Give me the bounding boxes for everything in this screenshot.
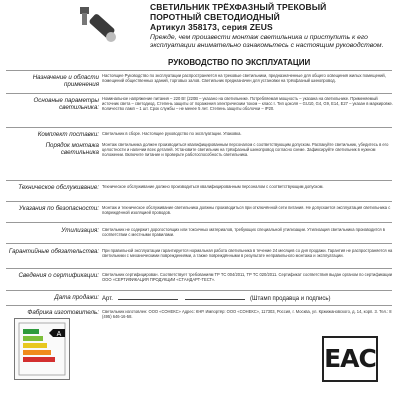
manual-heading: РУКОВОДСТВО ПО ЭКСПЛУАТАЦИИ xyxy=(168,58,311,67)
section-text-purpose: Настоящее Руководство по эксплуатации распространяется на трековые светильники, предназначенные для общего освещения жилых помещений, помещений общественных зданий, торговых залов. Светильник предназначен для установки на трёхфазный шинопровод. xyxy=(102,73,386,83)
section-label-parameters: Основные параметры светильника: xyxy=(33,97,99,112)
manufacturer-label: Фабрика изготовитель: xyxy=(27,309,99,316)
title-line-3: Артикул 358173, серия ZEUS xyxy=(150,22,273,32)
section-text-warranty: При правильной эксплуатации гарантируется нормальная работа светильника в течение 24 месяцев со дня продажи. Гарантия не распространяется на светильники с механическими повреждениями, а также повреждёнными в результате неправильного монтажа и эксплуатации. xyxy=(102,248,393,258)
article-blank-line xyxy=(118,294,178,300)
section-text-installation: Монтаж светильника должен производиться квалифицированным персоналом с соответствующим допуском. Распакуйте светильник, убедитесь в его целостности и наличии всех деталей. Установите светильник на трёхфазный шинопровод согласно схеме. Зафиксируйте светильник в нужном положении. Включите питание и проверьте работоспособность светильника. xyxy=(102,142,389,157)
section-label-disposal: Утилизация: xyxy=(61,227,99,234)
section-text-package: Светильник в сборе. Настоящее руководство по эксплуатации. Упаковка. xyxy=(102,131,242,136)
divider xyxy=(6,290,392,291)
document-title xyxy=(150,2,395,32)
section-label-purpose: Назначение и области применения xyxy=(32,74,99,89)
section-text-safety: Монтаж и техническое обслуживание светильника должны производиться при отключённой сети питания. Не допускается эксплуатация светильника с повреждённой изоляцией проводов. xyxy=(102,205,391,215)
section-label-installation: Порядок монтажа светильника xyxy=(45,142,99,157)
signature-block xyxy=(102,294,392,302)
intro-note: Прежде, чем произвести монтаж светильника и приступить к его эксплуатации внимательно ознакомьтесь с настоящим руководством. xyxy=(150,34,384,50)
section-text-certification: Светильник сертифицирован. Соответствует требованиям ТР ТС 004/2011, ТР ТС 020/2011. Сертификат соответствия выдан органом по сертификации ООО «СЕРТИФИКАЦИЯ ПРОДУКЦИИ «СТАНДАРТ-ТЕСТ». xyxy=(102,272,393,282)
sale-date-label: Дата продажи: xyxy=(54,294,99,301)
divider xyxy=(6,127,392,128)
article-label: Арт. xyxy=(102,296,113,302)
title-line-1: СВЕТИЛЬНИК ТРЁХФАЗНЫЙ ТРЕКОВЫЙ xyxy=(150,2,327,12)
divider xyxy=(6,222,392,223)
divider xyxy=(6,180,392,181)
section-label-warranty: Гарантийные обязательства: xyxy=(8,248,99,255)
section-text-maintenance: Техническое обслуживание должно производиться квалифицированным персоналом с соответствующим допуском. xyxy=(102,184,324,189)
section-label-safety: Указания по безопасности: xyxy=(18,205,99,212)
divider xyxy=(6,243,392,244)
divider xyxy=(6,305,392,306)
signature-blank-line xyxy=(185,294,245,300)
energy-label-graphic xyxy=(14,318,70,380)
title-line-2: ПОРОТНЫЙ СВЕТОДИОДНЫЙ xyxy=(150,12,280,22)
section-text-parameters: Номинальное напряжение питания – 220 Вт (220В – указано на светильнике. Потребляемая мощность – указана на светильнике. Применяемый источник света – светодиод. Степень защиты от поражения электрическим током – класс I. Тип цоколя – GU10, G4, G9, E14, E27 – указан в маркировке. Количество ламп – 1 шт. Срок службы – не менее 5 лет. Степень защиты оболочки – IP20. xyxy=(102,96,393,111)
section-text-disposal: Светильник не содержит дорогостоящих или токсичных материалов, требующих специальной утилизации. Утилизация светильника производится в соответствии с местными правилами. xyxy=(102,227,385,237)
track-light-illustration xyxy=(78,4,118,56)
section-label-certification: Сведения о сертификации: xyxy=(18,272,99,279)
divider xyxy=(6,201,392,202)
stamp-label: (Штамп продавца и подпись) xyxy=(249,296,331,302)
section-label-package: Комплект поставки: xyxy=(37,131,99,138)
divider xyxy=(6,268,392,269)
eac-text: EAC xyxy=(322,336,378,382)
section-label-maintenance: Техническое обслуживание: xyxy=(18,184,99,191)
energy-class: A xyxy=(56,331,62,338)
divider xyxy=(6,70,392,71)
divider xyxy=(6,93,392,94)
eac-mark xyxy=(322,336,378,382)
manufacturer-text: Светильник изготовлен: ООО «СОНЕКС» Адрес: КНР. Импортёр: ООО «СОНЕКС», 117303, Россия, г. Москва, ул. Кржижановского, д. 14, корп. 3. Тел.: 8 (495) 646-16-58. xyxy=(102,309,392,319)
